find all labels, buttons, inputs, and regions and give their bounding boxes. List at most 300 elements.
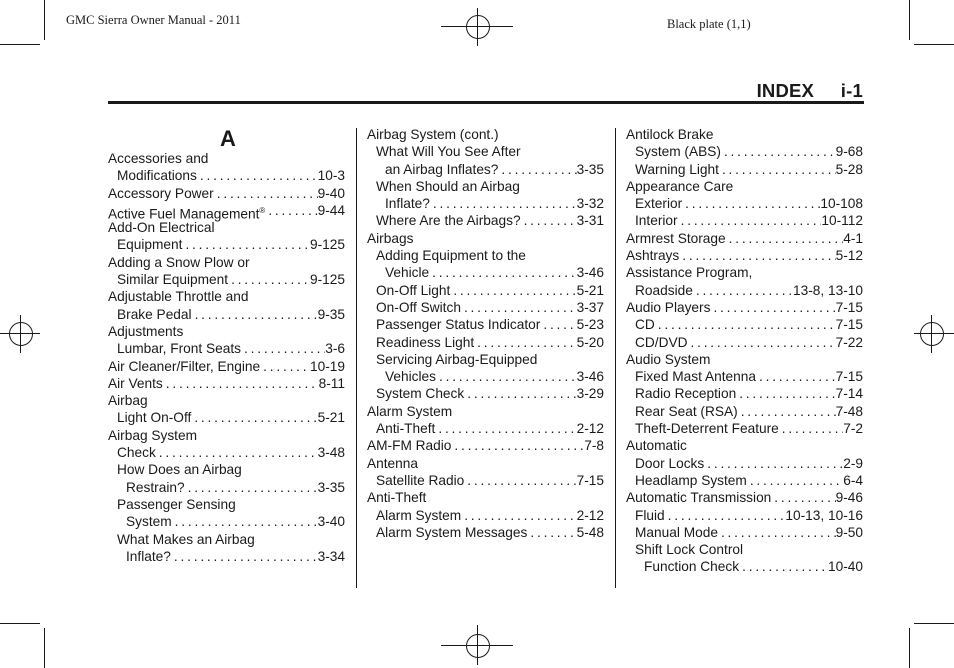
index-entry [367, 143, 604, 160]
dot-leader [228, 271, 310, 288]
index-entry [626, 282, 863, 299]
index-entry [626, 299, 863, 316]
entry-text: Airbags [367, 230, 414, 246]
entry-text: Equipment [117, 237, 183, 253]
dot-leader [171, 548, 318, 565]
page-reference: 9-125 [309, 272, 345, 288]
index-letter-heading: A [220, 126, 236, 151]
entry-text: What Will You See After [376, 144, 521, 160]
entry-text: Add-On Electrical [108, 220, 215, 236]
entry-term [108, 202, 266, 222]
dot-leader [771, 489, 835, 506]
entry-text: Exterior [635, 196, 683, 212]
crop-mark [914, 44, 954, 45]
page-reference: 3-37 [576, 299, 604, 315]
index-entry [367, 161, 604, 178]
entry-text: Vehicles [385, 369, 436, 385]
index-entry [626, 368, 863, 385]
index-entry [367, 351, 604, 368]
page-reference: 2-12 [576, 507, 604, 523]
page-reference: 3-48 [317, 445, 345, 461]
entry-text: Adjustments [108, 323, 184, 339]
crop-mark [0, 44, 40, 45]
entry-term [635, 541, 743, 558]
entry-text: Adjustable Throttle and [108, 289, 249, 305]
entry-text: Roadside [635, 282, 693, 298]
dot-leader [527, 524, 576, 541]
index-entry [108, 323, 345, 340]
page-reference: 9-50 [835, 524, 863, 540]
entry-term [385, 161, 498, 178]
entry-term [626, 299, 710, 316]
dot-leader [260, 358, 310, 375]
entry-text: Air Vents [108, 375, 163, 391]
index-page-heading: INDEX i-1 [756, 80, 863, 101]
index-entry [108, 358, 345, 375]
page-reference: 3-34 [317, 548, 345, 564]
entry-term [385, 195, 430, 212]
page-reference: 10-112 [821, 213, 863, 229]
entry-text: Where Are the Airbags? [376, 213, 521, 229]
entry-text: Radio Reception [635, 386, 737, 402]
entry-text: Function Check [644, 559, 740, 575]
entry-term [117, 409, 191, 426]
entry-text: Audio System [626, 351, 711, 367]
index-entry [108, 167, 345, 184]
entry-text: Shift Lock Control [635, 542, 744, 558]
dot-leader [736, 385, 835, 402]
index-entry [626, 143, 863, 160]
entry-text: an Airbag Inflates? [385, 161, 499, 177]
entry-term [117, 461, 242, 478]
index-entry [626, 437, 863, 454]
entry-term [376, 351, 537, 368]
entry-text: Automatic [626, 438, 687, 454]
dot-leader [721, 143, 836, 160]
entry-text: Alarm System [367, 403, 453, 419]
entry-text: Theft-Deterrent Feature [635, 421, 779, 437]
entry-term [635, 472, 747, 489]
entry-text: Vehicle [385, 265, 430, 281]
entry-term [367, 437, 451, 454]
entry-text: Inflate? [126, 548, 171, 564]
entry-term [108, 375, 163, 392]
index-entry [626, 212, 863, 229]
entry-text: Assistance Program, [626, 265, 753, 281]
page-reference: 9-68 [835, 144, 863, 160]
dot-leader [450, 282, 576, 299]
index-entry [108, 496, 345, 513]
page-reference: 2-9 [843, 455, 863, 471]
entry-term [626, 247, 679, 264]
entry-text: Readiness Light [376, 334, 475, 350]
entry-term [635, 524, 718, 541]
index-entry [367, 178, 604, 195]
page-reference: 9-46 [835, 490, 863, 506]
entry-term [117, 340, 241, 357]
index-column-3 [626, 126, 863, 576]
page-reference: 3-46 [576, 265, 604, 281]
index-entry [367, 195, 604, 212]
page-reference: 5-12 [835, 248, 863, 264]
crop-mark [909, 628, 910, 668]
entry-term [376, 507, 461, 524]
index-entry [626, 334, 863, 351]
index-entry [626, 403, 863, 420]
entry-text: Modifications [117, 168, 197, 184]
index-entry [626, 316, 863, 333]
page-reference: 3-29 [576, 386, 604, 402]
page-reference: 5-21 [317, 410, 345, 426]
entry-text: Alarm System Messages [376, 524, 528, 540]
page-reference: 8-11 [318, 375, 345, 391]
dot-leader [665, 507, 786, 524]
entry-text: Antenna [367, 455, 418, 471]
entry-text: System [126, 514, 172, 530]
index-entry [108, 340, 345, 357]
page-reference: 10-108 [820, 196, 863, 212]
entry-text: Anti-Theft [367, 490, 427, 506]
entry-term [108, 254, 250, 271]
entry-text: Antilock Brake [626, 127, 714, 142]
index-entry [367, 420, 604, 437]
index-entry [108, 306, 345, 323]
index-entry [367, 247, 604, 264]
dot-leader [738, 403, 836, 420]
index-column-2 [367, 126, 604, 541]
dot-leader [747, 472, 843, 489]
entry-term [108, 392, 148, 409]
entry-text: Manual Mode [635, 524, 718, 540]
entry-text: Accessories and [108, 151, 209, 166]
dot-leader [214, 185, 318, 202]
dot-leader [464, 385, 576, 402]
entry-term [635, 161, 719, 178]
entry-term [367, 455, 418, 472]
entry-term [376, 282, 450, 299]
entry-text: CD [635, 317, 655, 333]
entry-term [367, 126, 499, 143]
page-reference: 3-32 [576, 196, 604, 212]
page-reference: 13-8, 13-10 [792, 282, 863, 298]
dot-leader [540, 316, 576, 333]
dot-leader [521, 212, 577, 229]
entry-term [626, 437, 687, 454]
manual-title: GMC Sierra Owner Manual - 2011 [66, 13, 241, 27]
entry-text: Headlamp System [635, 472, 747, 488]
entry-text: CD/DVD [635, 334, 688, 350]
entry-term [635, 420, 779, 437]
entry-term [635, 455, 704, 472]
dot-leader [718, 524, 836, 541]
crop-mark [44, 0, 45, 40]
dot-leader [655, 316, 836, 333]
index-entry [626, 195, 863, 212]
entry-text: System (ABS) [635, 144, 721, 160]
entry-text: Adding a Snow Plow or [108, 254, 250, 270]
entry-text: Accessory Power [108, 185, 214, 201]
crop-mark [914, 623, 954, 624]
page-reference: 7-22 [835, 334, 863, 350]
index-entry [108, 427, 345, 444]
page-reference: 6-4 [843, 472, 863, 488]
entry-term [635, 212, 678, 229]
index-entry [367, 334, 604, 351]
page-reference: 3-35 [317, 479, 345, 495]
entry-text: Airbag System [108, 427, 198, 443]
index-entry [108, 185, 345, 202]
page-reference: 10-40 [827, 559, 863, 575]
entry-term [626, 351, 710, 368]
entry-term [117, 236, 182, 253]
dot-leader [182, 236, 310, 253]
entry-term [117, 271, 228, 288]
entry-text: On-Off Switch [376, 299, 461, 315]
dot-leader [192, 306, 318, 323]
index-entry [367, 403, 604, 420]
page-reference: 3-40 [317, 514, 345, 530]
index-entry [367, 282, 604, 299]
entry-term [635, 143, 721, 160]
entry-text: Appearance Care [626, 178, 734, 194]
entry-term [376, 299, 461, 316]
dot-leader [197, 167, 318, 184]
entry-term [626, 489, 771, 506]
dot-leader [679, 247, 835, 264]
dot-leader [704, 455, 843, 472]
page-reference: 9-44 [317, 202, 345, 218]
entry-text: Servicing Airbag-Equipped [376, 351, 538, 367]
column-divider [615, 128, 616, 588]
index-entry [108, 548, 345, 565]
index-entry [626, 541, 863, 558]
page-reference: 10-3 [317, 168, 345, 184]
entry-text: Restrain? [126, 479, 185, 495]
entry-text: When Should an Airbag [376, 178, 520, 194]
entry-term [117, 444, 156, 461]
index-entry [626, 507, 863, 524]
dot-leader [719, 161, 836, 178]
entry-term [376, 385, 464, 402]
entry-term [635, 334, 687, 351]
entry-text: Light On-Off [117, 410, 192, 426]
dot-leader [461, 299, 577, 316]
dot-leader [191, 409, 317, 426]
header-rule [108, 101, 864, 104]
entry-text: Adding Equipment to the [376, 248, 526, 264]
entry-text: Anti-Theft [376, 421, 436, 437]
index-entry [626, 455, 863, 472]
page-reference: 5-20 [576, 334, 604, 350]
entry-text: Satellite Radio [376, 472, 465, 488]
entry-term [108, 150, 208, 167]
entry-term [376, 472, 464, 489]
entry-term [117, 167, 197, 184]
entry-term [385, 368, 436, 385]
entry-term [385, 264, 429, 281]
dot-leader [687, 334, 835, 351]
crop-mark [909, 0, 910, 40]
dot-leader [461, 507, 576, 524]
entry-term [376, 143, 521, 160]
entry-term [108, 185, 214, 202]
entry-text: Brake Pedal [117, 306, 192, 322]
entry-term [644, 558, 739, 575]
index-entry [367, 126, 604, 143]
dot-leader [451, 437, 584, 454]
dot-leader [429, 264, 576, 281]
index-entry [367, 385, 604, 402]
page-reference: 7-8 [584, 438, 604, 454]
index-column-1 [108, 126, 345, 565]
index-entry [108, 271, 345, 288]
index-entry [108, 150, 345, 167]
entry-term [376, 524, 527, 541]
dot-leader [739, 558, 828, 575]
index-entry [108, 288, 345, 305]
entry-text: Armrest Storage [626, 230, 726, 246]
dot-leader [682, 195, 820, 212]
page-reference: 7-14 [835, 386, 863, 402]
dot-leader [710, 299, 835, 316]
index-entry [626, 247, 863, 264]
entry-term [108, 219, 215, 236]
index-entry [626, 558, 863, 575]
entry-text: How Does an Airbag [117, 462, 242, 478]
entry-term [635, 368, 756, 385]
index-entry [108, 513, 345, 530]
entry-text: Inflate? [385, 196, 430, 212]
page-reference: 4-1 [843, 230, 863, 246]
index-entry [367, 230, 604, 247]
index-entry [626, 178, 863, 195]
entry-text: Alarm System [376, 507, 462, 523]
page-reference: 5-48 [576, 524, 604, 540]
entry-text: Warning Light [635, 161, 719, 177]
index-entry [367, 264, 604, 281]
entry-term [367, 489, 426, 506]
entry-term [117, 496, 236, 513]
index-entry [108, 392, 345, 409]
entry-text: What Makes an Airbag [117, 531, 255, 547]
entry-term [376, 212, 521, 229]
registered-mark: ® [259, 205, 266, 215]
entry-text: Fixed Mast Antenna [635, 369, 756, 385]
index-entry [626, 489, 863, 506]
entry-term [376, 247, 526, 264]
dot-leader [474, 334, 576, 351]
plate-label: Black plate (1,1) [667, 17, 751, 31]
entry-term [108, 427, 197, 444]
page-reference: 7-2 [843, 421, 863, 437]
entry-text: Similar Equipment [117, 272, 229, 288]
dot-leader [498, 161, 576, 178]
page-reference: 3-35 [576, 161, 604, 177]
entry-term [626, 178, 733, 195]
entry-term [126, 479, 185, 496]
index-entry [626, 385, 863, 402]
page-reference: 7-15 [835, 317, 863, 333]
page-reference: 5-28 [835, 161, 863, 177]
index-entry [367, 299, 604, 316]
index-entry [108, 254, 345, 271]
index-entry [108, 409, 345, 426]
page-reference: 7-48 [835, 403, 863, 419]
dot-leader [678, 212, 822, 229]
entry-term [126, 548, 171, 565]
entry-text: Interior [635, 213, 678, 229]
index-entry [367, 316, 604, 333]
index-entry [626, 230, 863, 247]
dot-leader [156, 444, 318, 461]
entry-term [376, 178, 520, 195]
entry-text: AM-FM Radio [367, 438, 452, 454]
dot-leader [430, 195, 577, 212]
entry-text: Lumbar, Front Seats [117, 341, 242, 357]
dot-leader [163, 375, 319, 392]
entry-term [635, 403, 738, 420]
entry-term [635, 282, 693, 299]
page-reference: 10-19 [309, 358, 345, 374]
page-reference: 7-15 [835, 369, 863, 385]
entry-term [117, 306, 192, 323]
index-entry [626, 351, 863, 368]
index-entry [626, 161, 863, 178]
entry-term [376, 334, 474, 351]
entry-term [126, 513, 172, 530]
index-entry [108, 461, 345, 478]
entry-text: Airbag [108, 393, 148, 409]
dot-leader [693, 282, 793, 299]
index-entry [367, 437, 604, 454]
index-entry [367, 455, 604, 472]
entry-term [635, 316, 655, 333]
page-reference: 7-15 [576, 472, 604, 488]
index-entry [367, 507, 604, 524]
index-entry [626, 472, 863, 489]
entry-term [635, 195, 682, 212]
entry-text: Door Locks [635, 455, 705, 471]
page-reference: 9-40 [317, 185, 345, 201]
dot-leader [756, 368, 836, 385]
dot-leader [435, 420, 576, 437]
entry-term [626, 126, 714, 143]
page-reference: 9-35 [317, 306, 345, 322]
entry-term [376, 420, 435, 437]
page-reference: 10-13, 10-16 [785, 507, 863, 523]
entry-text: Ashtrays [626, 248, 680, 264]
entry-term [626, 264, 752, 281]
entry-text: Passenger Sensing [117, 496, 236, 512]
entry-term [108, 323, 183, 340]
page-reference: 3-6 [325, 341, 345, 357]
dot-leader [436, 368, 577, 385]
index-entry [108, 202, 345, 222]
entry-text: Airbag System (cont.) [367, 127, 499, 142]
index-entry [626, 420, 863, 437]
page-reference: 2-12 [576, 421, 604, 437]
entry-term [626, 230, 726, 247]
page-reference: 5-23 [576, 317, 604, 333]
entry-text: Check [117, 445, 156, 461]
entry-text: Audio Players [626, 299, 711, 315]
dot-leader [726, 230, 844, 247]
crop-mark [0, 623, 40, 624]
entry-text: Active Fuel Management [108, 206, 260, 222]
index-entry [108, 479, 345, 496]
index-entry [367, 212, 604, 229]
dot-leader [172, 513, 318, 530]
